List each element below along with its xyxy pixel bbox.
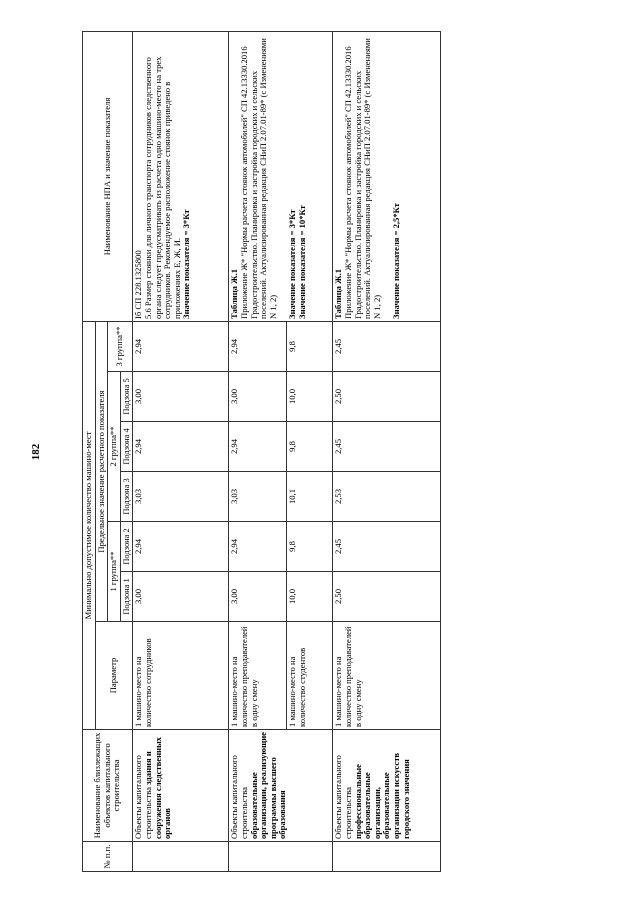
object-name-cell <box>229 730 333 842</box>
header-num: № п.п. <box>83 842 133 872</box>
header-zone-2: Подзона 2 <box>120 522 132 572</box>
value-cell: 2,94 <box>133 422 229 472</box>
value-cell: 2,50 <box>333 372 441 422</box>
header-object-name: Наименование близлежащих объектов капитального строительства <box>83 730 133 842</box>
value-cell: 3,00 <box>229 372 287 422</box>
row-num-cell <box>229 842 333 872</box>
value-cell: 3,00 <box>133 572 229 622</box>
object-name-bold: здания и сооружения следственных органов <box>142 737 173 839</box>
value-cell: 2,53 <box>333 472 441 522</box>
value-cell: 3,03 <box>133 472 229 522</box>
npa-value: Значение показателя = 3*Кт <box>181 209 192 319</box>
header-min-count: Минимально допустимое количество машино-мест <box>83 321 96 729</box>
value-cell: 10,0 <box>287 572 333 622</box>
header-zone-4: Подзона 4 <box>120 422 132 472</box>
object-name-plain: Объекты капитального строительства <box>133 755 153 839</box>
header-group2: 2 группа** <box>108 372 121 522</box>
value-cell: 2,45 <box>333 422 441 472</box>
header-group1: 1 группа** <box>108 522 121 622</box>
value-cell: 2,94 <box>229 522 287 572</box>
npa-title: Таблица Ж.1 <box>333 268 344 319</box>
object-name-cell <box>333 730 441 842</box>
npa-value: Значение показателя = 3*Кт <box>287 209 298 319</box>
npa-text: Приложение Ж* "Нормы расчета стоянок автомобилей" СП 42.13330.2016 Градостроительство. Планировка и застройка городских и сельских поселений. Актуализированная редакция СНиП 2.07.01-89* (с Изменениями N 1, 2) <box>342 38 382 319</box>
header-npa: Наименование НПА и значение показателя <box>83 31 133 321</box>
npa-title: Таблица Ж.1 <box>229 268 240 319</box>
npa-cell <box>229 31 333 321</box>
param-cell: 1 машино-место на количество преподавателей в одну смену <box>229 622 287 730</box>
object-name-plain: Объекты капитального строительства <box>229 755 249 839</box>
npa-cell <box>333 31 441 321</box>
header-zone-5: Подзона 5 <box>120 372 132 422</box>
value-cell: 2,94 <box>133 522 229 572</box>
header-zone-1: Подзона 1 <box>120 572 132 622</box>
value-cell: 2,50 <box>333 572 441 622</box>
param-cell: 1 машино-место на количество студентов <box>287 622 333 730</box>
value-cell: 2,45 <box>333 522 441 572</box>
param-cell: 1 машино-место на количество сотрудников <box>133 622 229 730</box>
value-cell: 3,00 <box>229 572 287 622</box>
npa-cell <box>133 31 229 321</box>
npa-value: Значение показателя = 10*Кт <box>297 205 308 319</box>
object-name-cell <box>133 730 229 842</box>
value-cell: 3,03 <box>229 472 287 522</box>
rotated-table-container <box>82 32 475 872</box>
value-cell: 2,94 <box>133 321 229 371</box>
object-name-plain: Объекты капитального строительства <box>333 755 353 839</box>
value-cell: 9,8 <box>287 422 333 472</box>
object-name-bold: образовательные организации, реализующие программы высшего образования <box>248 732 288 839</box>
value-cell: 9,8 <box>287 522 333 572</box>
value-cell: 2,45 <box>333 321 441 371</box>
header-limit: Предельное значение расчетного показателя <box>95 321 108 621</box>
npa-text: Приложение Ж* "Нормы расчета стоянок автомобилей" СП 42.13330.2016 Градостроительство. Планировка и застройка городских и сельских поселений. Актуализированная редакция СНиП 2.07.01-89* (с Изменениями N 1, 2) <box>238 38 278 319</box>
param-cell: 1 машино-место на количество преподавателей в одну смену <box>333 622 441 730</box>
value-cell: 9,8 <box>287 321 333 371</box>
value-cell: 10,0 <box>287 372 333 422</box>
value-cell: 2,94 <box>229 422 287 472</box>
table-row <box>229 31 287 871</box>
table-row <box>133 31 229 871</box>
header-group3: 3 группа** <box>108 321 133 371</box>
npa-text: Iб СП 228.1325800 5.6 Размер стоянки для личного транспорта сотрудников следственного органа следует предусматривать из расчета одно машино-место на трех сотрудников. Рекомендуемое расположение стоянок приведено в приложениях Е, Ж, И. <box>133 56 182 319</box>
table-row <box>333 31 441 871</box>
object-name-bold: профессиональные образовательные организации, образовательные организации искусств городского значения <box>352 752 411 839</box>
parking-norms-table <box>82 31 441 872</box>
row-num-cell <box>333 842 441 872</box>
value-cell: 3,00 <box>133 372 229 422</box>
page-number: 182 <box>30 443 42 461</box>
header-param: Параметр <box>95 622 133 730</box>
value-cell: 10,1 <box>287 472 333 522</box>
value-cell: 2,94 <box>229 321 287 371</box>
row-num-cell <box>133 842 229 872</box>
header-zone-3: Подзона 3 <box>120 472 132 522</box>
npa-value: Значение показателя = 2,5*Кт <box>391 203 402 319</box>
